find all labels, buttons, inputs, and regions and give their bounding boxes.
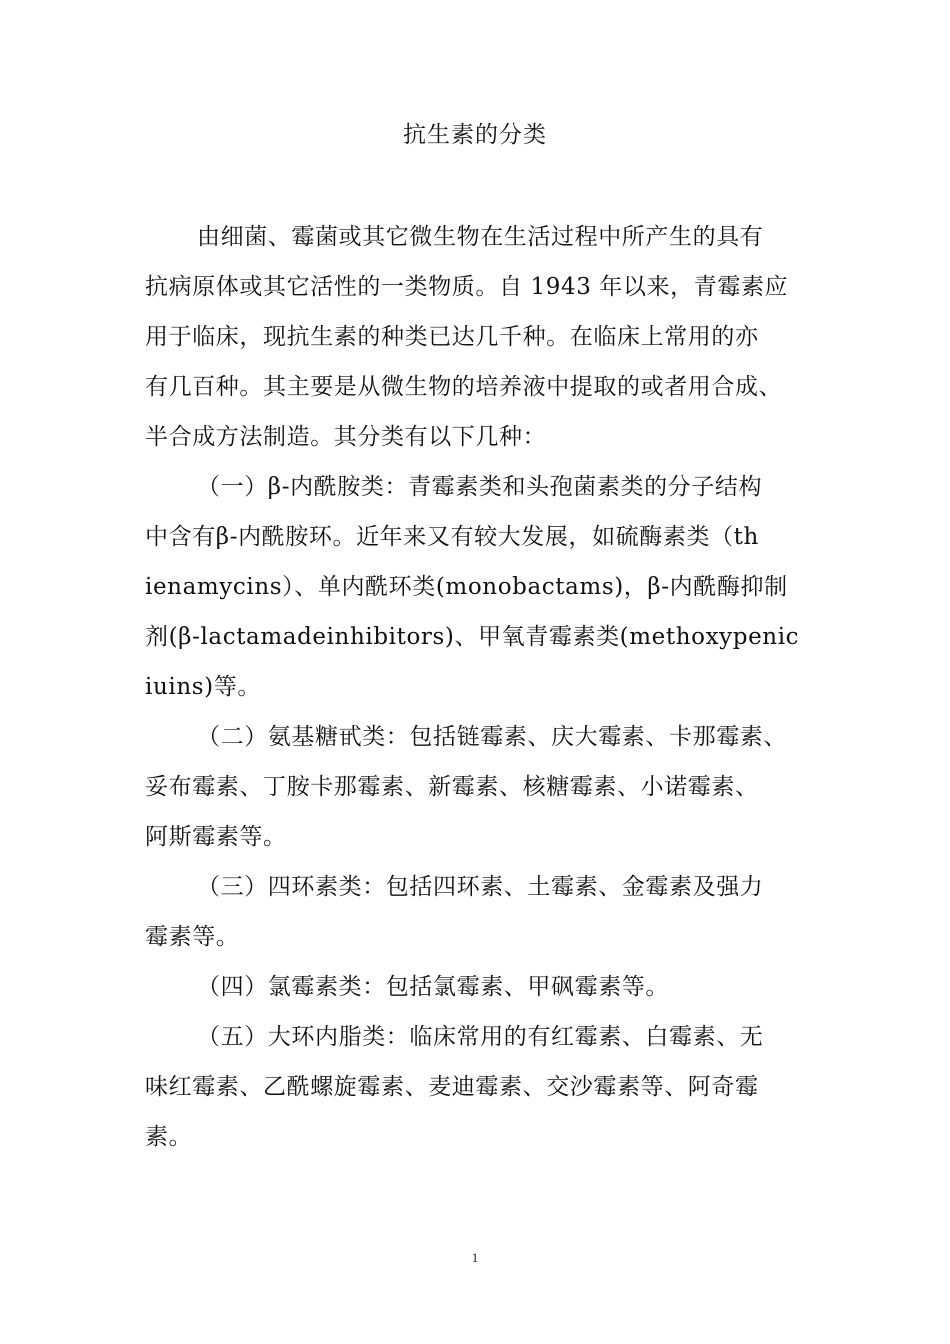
text-line: 味红霉素、乙酰螺旋霉素、麦迪霉素、交沙霉素等、阿奇霉 xyxy=(145,1074,759,1100)
text-line: 剂(β-lactamadeinhibitors)、甲氧青霉素类(methoxypenic xyxy=(145,624,800,650)
text-line: 用于临床，现抗生素的种类已达几千种。在临床上常用的亦 xyxy=(145,324,759,350)
text-line: 有几百种。其主要是从微生物的培养液中提取的或者用合成、 xyxy=(145,374,783,400)
page-number: 1 xyxy=(471,1250,479,1265)
text-line: 霉素等。 xyxy=(145,924,240,950)
text-line: 素。 xyxy=(145,1124,193,1150)
text-line: （四）氯霉素类：包括氯霉素、甲砜霉素等。 xyxy=(197,974,669,1000)
text-line: 半合成方法制造。其分类有以下几种： xyxy=(145,424,547,450)
text-line: 中含有β-内酰胺环。近年来又有较大发展，如硫酶素类（th xyxy=(145,524,759,550)
text-line: iuins)等。 xyxy=(145,674,261,700)
text-line: （一）β-内酰胺类：青霉素类和头孢菌素类的分子结构 xyxy=(197,474,763,500)
document-title: 抗生素的分类 xyxy=(403,122,547,148)
text-line: （五）大环内脂类：临床常用的有红霉素、白霉素、无 xyxy=(197,1024,764,1050)
text-line: 抗病原体或其它活性的一类物质。自 1943 年以来，青霉素应 xyxy=(145,274,789,300)
text-line: （三）四环素类：包括四环素、土霉素、金霉素及强力 xyxy=(197,874,764,900)
text-line: （二）氨基糖甙类：包括链霉素、庆大霉素、卡那霉素、 xyxy=(197,724,787,750)
text-line: 阿斯霉素等。 xyxy=(145,824,287,850)
document-body xyxy=(145,212,807,1162)
text-line: 由细菌、霉菌或其它微生物在生活过程中所产生的具有 xyxy=(197,224,764,250)
text-line: ienamycins）、单内酰环类(monobactams)，β-内酰酶抑制 xyxy=(145,574,788,600)
text-line: 妥布霉素、丁胺卡那霉素、新霉素、核糖霉素、小诺霉素、 xyxy=(145,774,759,800)
